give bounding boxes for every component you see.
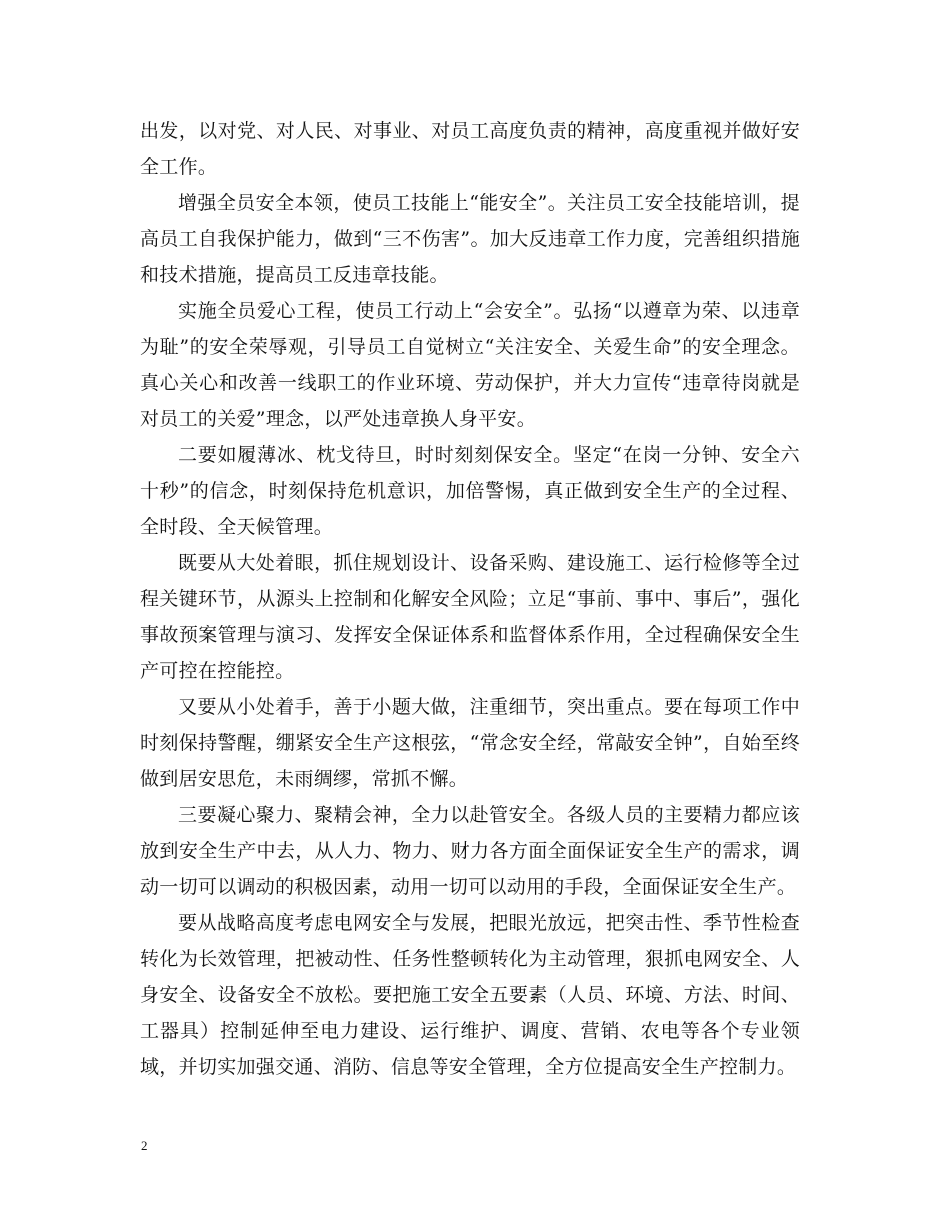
- paragraph-5: 既要从大处着眼，抓住规划设计、设备采购、建设施工、运行检修等全过程关键环节，从源头上控制和化解安全风险；立足“事前、事中、事后”，强化事故预案管理与演习、发挥安全保证体系和监督体系作用，全过程确保安全生产可控在控能控。: [140, 552, 800, 682]
- paragraph-6: 又要从小处着手，善于小题大做，注重细节，突出重点。要在每项工作中时刻保持警醒，绷紧安全生产这根弦，“常念安全经，常敲安全钟”，自始至终做到居安思危，未雨绸缪，常抓不懈。: [140, 696, 800, 790]
- paragraph-2: 增强全员安全本领，使员工技能上“能安全”。关注员工安全技能培训，提高员工自我保护能力，做到“三不伤害”。加大反违章工作力度，完善组织措施和技术措施，提高员工反违章技能。: [140, 192, 800, 286]
- paragraph-8: 要从战略高度考虑电网安全与发展，把眼光放远，把突击性、季节性检查转化为长效管理，把被动性、任务性整顿转化为主动管理，狠抓电网安全、人身安全、设备安全不放松。要把施工安全五要素（人员、环境、方法、时间、工器具）控制延伸至电力建设、运行维护、调度、营销、农电等各个专业领域，并切实加强交通、消防、信息等安全管理，全方位提高安全生产控制力。: [140, 912, 800, 1078]
- paragraph-4: 二要如履薄冰、枕戈待旦，时时刻刻保安全。坚定“在岗一分钟、安全六十秒”的信念，时刻保持危机意识，加倍警惕，真正做到安全生产的全过程、全时段、全天候管理。: [140, 444, 800, 538]
- document-body: [140, 113, 800, 1085]
- paragraph-1: 出发，以对党、对人民、对事业、对员工高度负责的精神，高度重视并做好安全工作。: [140, 120, 800, 178]
- page-number: 2: [141, 1138, 148, 1153]
- paragraph-7: 三要凝心聚力、聚精会神，全力以赴管安全。各级人员的主要精力都应该放到安全生产中去，从人力、物力、财力各方面全面保证安全生产的需求，调动一切可以调动的积极因素，动用一切可以动用的手段，全面保证安全生产。: [140, 804, 800, 898]
- paragraph-3: 实施全员爱心工程，使员工行动上“会安全”。弘扬“以遵章为荣、以违章为耻”的安全荣辱观，引导员工自觉树立“关注安全、关爱生命”的安全理念。真心关心和改善一线职工的作业环境、劳动保护，并大力宣传“违章待岗就是对员工的关爱”理念，以严处违章换人身平安。: [140, 300, 800, 430]
